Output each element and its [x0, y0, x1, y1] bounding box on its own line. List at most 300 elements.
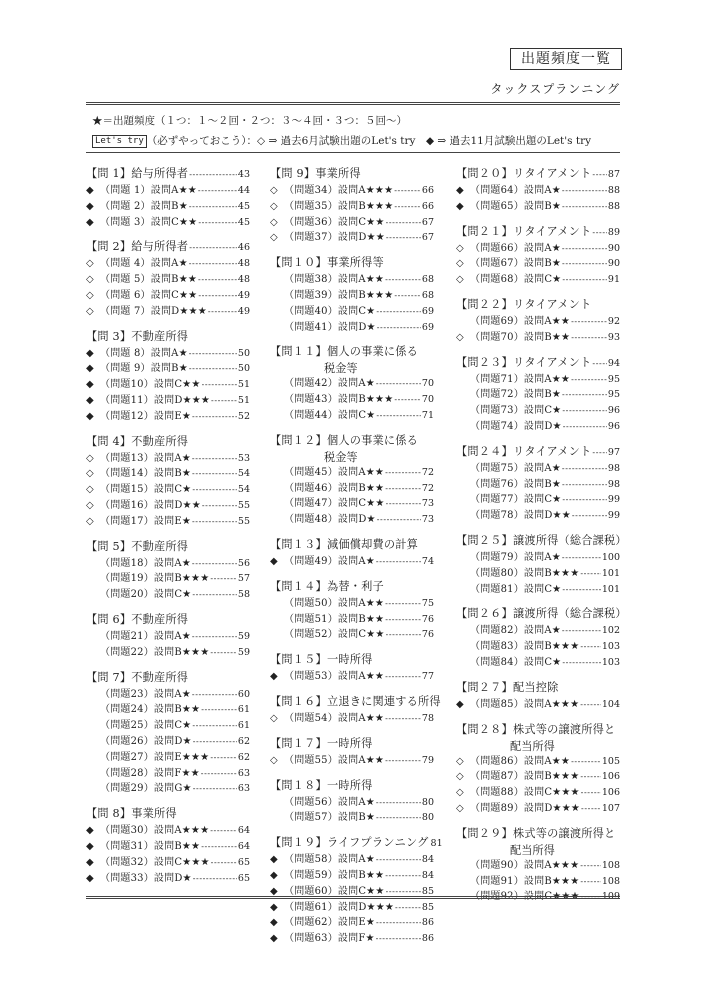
dot-leader [580, 697, 601, 713]
item-label: （問題44）設問C★ [284, 409, 376, 421]
legend-frequency: ★＝出題頻度（１つ：１～２回・２つ：３～４回・３つ：５回～） [92, 115, 407, 127]
item-label: （問題69）設問A★★ [470, 315, 571, 327]
item-label: （問題54）設問A★★ [284, 712, 385, 724]
dot-leader [201, 702, 237, 718]
question-heading [270, 693, 441, 711]
item-label: （問題91）設問B★★★ [470, 875, 580, 887]
question-heading [456, 296, 620, 314]
hollow-diamond-icon: ◇ [270, 232, 278, 244]
item-label: （問題 9）設問B★ [100, 363, 188, 375]
hollow-diamond-icon: ◇ [456, 331, 464, 343]
item-label: （問題21）設問A★ [100, 630, 191, 642]
filled-diamond-icon: ◆ [86, 394, 94, 406]
list-item [86, 304, 250, 320]
legend-letstry-text: （必ずやっておこう）：◇ ⇒ 過去6月試験出題のLet's try ◆ ⇒ 過去11月試験出題のLet's try [146, 135, 592, 147]
question-heading [456, 532, 627, 550]
item-page: 98 [607, 462, 620, 474]
item-label: （問題83）設問B★★★ [470, 641, 580, 653]
hollow-diamond-icon: ◇ [86, 258, 94, 270]
question-title: 【問 5】不動産所得 [86, 539, 189, 553]
dot-leader [210, 645, 237, 661]
item-page: 73 [421, 514, 434, 526]
filled-diamond-icon: ◆ [86, 347, 94, 359]
question-group [270, 834, 443, 947]
list-item [456, 372, 620, 388]
question-title: 【問２８】株式等の譲渡所得と [456, 722, 616, 736]
dot-leader [572, 508, 607, 524]
item-page: 92 [607, 315, 620, 327]
question-group [456, 165, 620, 215]
list-item [270, 753, 434, 769]
filled-diamond-icon: ◆ [86, 825, 94, 837]
item-page: 63 [237, 783, 250, 795]
item-page: 66 [421, 200, 434, 212]
filled-diamond-icon: ◆ [270, 671, 278, 683]
list-item [86, 514, 250, 530]
dot-leader [562, 199, 607, 215]
hollow-diamond-icon: ◇ [86, 452, 94, 464]
item-page: 77 [421, 671, 434, 683]
item-page: 76 [421, 629, 434, 641]
question-page: 89 [607, 226, 620, 238]
item-page: 91 [607, 274, 620, 286]
item-label: （問題57）設問B★ [284, 812, 376, 824]
hollow-diamond-icon: ◇ [456, 258, 464, 270]
dot-leader [376, 915, 421, 931]
item-page: 80 [421, 796, 434, 808]
question-title: 【問 2】給与所得者 [86, 240, 189, 254]
item-page: 48 [237, 274, 250, 286]
legend-letstry [92, 133, 591, 148]
question-title: 【問 4】不動産所得 [86, 434, 189, 448]
dot-leader [571, 314, 607, 330]
dot-leader [385, 612, 421, 628]
question-title: 【問 9】事業所得 [270, 167, 361, 180]
question-group [86, 538, 250, 603]
dot-leader [562, 477, 607, 493]
dot-leader [201, 839, 237, 855]
question-heading [456, 679, 620, 697]
dot-leader [386, 215, 421, 231]
item-page: 51 [237, 394, 250, 406]
item-page: 55 [237, 499, 250, 511]
dot-leader [210, 571, 237, 587]
list-item [270, 304, 434, 320]
dot-leader [198, 288, 237, 304]
dot-leader [376, 810, 421, 826]
dot-leader [192, 629, 237, 645]
list-item [270, 512, 434, 528]
item-page: 50 [237, 363, 250, 375]
question-group [456, 825, 620, 905]
item-label: （問題64）設問A★ [470, 185, 561, 196]
dot-leader [571, 372, 607, 388]
item-label: （問題35）設問B★★★ [284, 200, 394, 212]
item-page: 103 [601, 656, 620, 668]
dot-leader [211, 393, 237, 409]
list-item [270, 931, 434, 947]
item-label: （問題88）設問C★★★ [470, 787, 580, 799]
list-item [86, 272, 250, 288]
list-item [86, 823, 250, 839]
hollow-diamond-icon: ◇ [456, 787, 464, 799]
dot-leader [571, 330, 607, 346]
dot-leader [562, 387, 607, 403]
item-label: （問題12）設問E★ [100, 410, 191, 422]
item-page: 70 [421, 378, 434, 390]
hollow-diamond-icon: ◇ [456, 274, 464, 286]
list-item [86, 571, 250, 587]
item-label: （問題10）設問C★★ [100, 379, 201, 391]
item-page: 55 [237, 515, 250, 527]
list-item [86, 839, 250, 855]
item-label: （問題92）設問C★★★ [470, 891, 580, 903]
item-page: 101 [601, 567, 620, 579]
item-page: 96 [607, 420, 620, 432]
item-page: 59 [237, 646, 250, 658]
item-page: 99 [607, 510, 620, 522]
item-label: （問題37）設問D★★ [284, 232, 385, 244]
item-page: 90 [607, 242, 620, 254]
question-title: 【問２３】リタイアメント [456, 355, 592, 369]
dot-leader [394, 183, 421, 199]
list-item [86, 702, 250, 718]
item-page: 101 [601, 583, 620, 595]
question-group [270, 254, 434, 335]
question-heading [86, 328, 250, 346]
dot-leader [394, 288, 421, 304]
question-group [270, 343, 434, 423]
footer-rule [86, 896, 620, 899]
list-item [456, 387, 620, 403]
dot-leader [580, 874, 600, 890]
item-page: 49 [237, 305, 250, 317]
question-title: 【問１６】立退きに関連する所得 [270, 694, 441, 708]
dot-leader [581, 801, 601, 817]
question-group [270, 651, 434, 685]
question-group [86, 165, 250, 230]
list-item [456, 314, 620, 330]
item-page: 85 [421, 901, 434, 913]
question-heading [456, 825, 620, 843]
item-page: 72 [421, 466, 434, 478]
dot-leader [580, 769, 600, 785]
item-page: 103 [601, 641, 620, 653]
list-item [86, 256, 250, 272]
question-heading [86, 669, 250, 687]
dot-leader [192, 451, 237, 467]
hollow-diamond-icon: ◇ [456, 802, 464, 814]
item-page: 61 [237, 704, 250, 716]
dot-leader [376, 376, 421, 392]
list-item [86, 183, 250, 199]
dot-leader [192, 718, 237, 734]
dot-leader [198, 272, 237, 288]
dot-leader [193, 734, 237, 750]
question-page: 94 [607, 357, 620, 369]
filled-diamond-icon: ◆ [86, 185, 94, 196]
dot-leader [592, 444, 606, 462]
item-page: 67 [421, 216, 434, 228]
list-item [456, 623, 620, 639]
item-page: 106 [601, 787, 620, 799]
item-page: 53 [237, 452, 250, 464]
question-heading [86, 433, 250, 451]
question-title: 【問１８】一時所得 [270, 778, 373, 792]
filled-diamond-icon: ◆ [86, 363, 94, 375]
item-label: （問題53）設問A★★ [284, 671, 385, 683]
list-item [456, 272, 620, 288]
item-label: （問題 3）設問C★★ [100, 216, 198, 228]
filled-diamond-icon: ◆ [86, 840, 94, 852]
list-item [270, 868, 434, 884]
filled-diamond-icon: ◆ [86, 379, 94, 391]
question-title: 【問１５】一時所得 [270, 653, 373, 667]
list-item [86, 451, 250, 467]
item-page: 60 [237, 688, 250, 700]
question-heading [270, 578, 434, 596]
question-title: 【問１１】個人の事業に係る [270, 345, 419, 359]
item-page: 106 [601, 771, 620, 783]
question-title: 【問 1】給与所得者 [86, 167, 189, 180]
dot-leader [562, 582, 601, 598]
question-title: 【問１２】個人の事業に係る [270, 433, 419, 447]
dot-leader [562, 183, 607, 199]
dot-leader [377, 320, 421, 336]
item-label: （問題62）設問E★ [284, 917, 375, 929]
item-page: 49 [237, 289, 250, 301]
dot-leader [562, 655, 601, 671]
item-label: （問題20）設問C★ [100, 589, 192, 601]
question-heading [270, 254, 434, 272]
question-heading [456, 721, 620, 739]
question-heading [86, 805, 250, 823]
item-label: （問題 5）設問B★★ [100, 274, 198, 286]
item-page: 95 [607, 389, 620, 401]
list-item [456, 419, 620, 435]
column-1 [86, 165, 250, 894]
item-label: （問題16）設問D★★ [100, 499, 201, 511]
question-group [270, 432, 434, 528]
filled-diamond-icon: ◆ [86, 216, 94, 228]
item-label: （問題42）設問A★ [284, 378, 375, 390]
list-item [456, 183, 620, 199]
item-label: （問題50）設問A★★ [284, 597, 385, 609]
hollow-diamond-icon: ◇ [86, 468, 94, 480]
filled-diamond-icon: ◆ [270, 854, 278, 866]
dot-leader [202, 377, 237, 393]
item-page: 48 [237, 258, 250, 270]
question-group [456, 223, 620, 288]
item-label: （問題56）設問A★ [284, 796, 375, 808]
dot-leader [385, 868, 421, 884]
dot-leader [563, 419, 607, 435]
hollow-diamond-icon: ◇ [270, 185, 278, 196]
dot-leader [386, 230, 421, 246]
list-item [270, 272, 434, 288]
item-page: 71 [421, 409, 434, 421]
question-group [456, 354, 620, 435]
filled-diamond-icon: ◆ [270, 885, 278, 897]
dot-leader [189, 361, 237, 377]
item-label: （問題 4）設問A★ [100, 258, 188, 270]
item-label: （問題18）設問A★ [100, 557, 191, 569]
list-item [456, 550, 620, 566]
question-page: 87 [607, 169, 620, 180]
item-page: 52 [237, 410, 250, 422]
question-heading [270, 777, 434, 795]
item-label: （問題58）設問A★ [284, 854, 375, 866]
item-label: （問題43）設問B★★★ [284, 394, 394, 406]
item-page: 105 [601, 755, 620, 767]
item-page: 104 [601, 698, 620, 710]
item-label: （問題84）設問C★ [470, 656, 562, 668]
item-label: （問題55）設問A★★ [284, 754, 385, 766]
filled-diamond-icon: ◆ [456, 200, 464, 212]
question-title-cont: 配当所得 [510, 843, 555, 857]
item-label: （問題71）設問A★★ [470, 373, 571, 385]
filled-diamond-icon: ◆ [456, 698, 464, 710]
hollow-diamond-icon: ◇ [270, 200, 278, 212]
dot-leader [210, 823, 237, 839]
hollow-diamond-icon: ◇ [456, 755, 464, 767]
item-page: 69 [421, 305, 434, 317]
item-label: （問題86）設問A★★ [470, 755, 571, 767]
item-page: 65 [237, 872, 250, 884]
list-item [86, 629, 250, 645]
list-item [86, 498, 250, 514]
list-item [270, 915, 434, 931]
dot-leader [592, 224, 606, 242]
question-title: 【問１３】減価償却費の計算 [270, 537, 419, 551]
question-group [456, 679, 620, 713]
list-item [270, 496, 434, 512]
item-page: 85 [421, 885, 434, 897]
filled-diamond-icon: ◆ [86, 856, 94, 868]
list-item [456, 801, 620, 817]
dot-leader [385, 481, 421, 497]
dot-leader [562, 256, 607, 272]
item-page: 69 [421, 321, 434, 333]
filled-diamond-icon: ◆ [270, 901, 278, 913]
item-page: 86 [421, 917, 434, 929]
item-page: 102 [601, 625, 620, 637]
item-page: 98 [607, 478, 620, 490]
list-item [456, 330, 620, 346]
question-title: 【問２５】譲渡所得（総合課税） [456, 533, 627, 547]
item-label: （問題90）設問A★★★ [470, 859, 580, 871]
question-title: 【問２７】配当控除 [456, 680, 559, 694]
item-label: （問題 6）設問C★★ [100, 289, 198, 301]
list-item [270, 215, 434, 231]
question-group [270, 578, 434, 643]
item-page: 62 [237, 751, 250, 763]
list-item [86, 855, 250, 871]
dot-leader [385, 711, 421, 727]
item-label: （問題61）設問D★★★ [284, 901, 395, 913]
list-item [270, 554, 434, 570]
dot-leader [192, 482, 237, 498]
question-group [456, 532, 627, 597]
question-group [86, 328, 250, 425]
question-title: 【問１９】ライフプランニング [270, 836, 429, 850]
list-item [86, 199, 250, 215]
item-page: 70 [421, 394, 434, 406]
question-heading [86, 165, 250, 183]
list-item [86, 393, 250, 409]
question-title: 【問２０】リタイアメント [456, 167, 592, 180]
item-page: 59 [237, 630, 250, 642]
item-page: 108 [601, 875, 620, 887]
list-item [456, 754, 620, 770]
column-3 [456, 165, 627, 913]
item-label: （問題29）設問G★ [100, 783, 192, 795]
question-title-cont: 税金等 [324, 362, 358, 376]
item-label: （問題 2）設問B★ [100, 200, 188, 212]
item-label: （問題59）設問B★★ [284, 869, 385, 881]
dot-leader [208, 304, 237, 320]
list-item [456, 874, 620, 890]
dot-leader [198, 183, 237, 199]
page-subtitle: タックスプランニング [490, 82, 620, 96]
question-group [270, 165, 434, 246]
item-page: 50 [237, 347, 250, 359]
dot-leader [192, 587, 237, 603]
item-page: 45 [237, 200, 250, 212]
dot-leader [376, 795, 421, 811]
hollow-diamond-icon: ◇ [86, 499, 94, 511]
list-item [456, 508, 620, 524]
list-item [86, 215, 250, 231]
dot-leader [192, 466, 237, 482]
item-page: 90 [607, 258, 620, 270]
question-title: 【問１４】為替・利子 [270, 579, 384, 593]
item-page: 75 [421, 597, 434, 609]
item-page: 108 [601, 859, 620, 871]
question-title: 【問２６】譲渡所得（総合課税） [456, 607, 627, 621]
dot-leader [386, 627, 421, 643]
item-page: 88 [607, 185, 620, 196]
item-label: （問題33）設問D★ [100, 872, 192, 884]
list-item [270, 230, 434, 246]
dot-leader [192, 409, 237, 425]
question-group [270, 693, 441, 727]
question-heading [456, 443, 620, 461]
item-page: 84 [421, 869, 434, 881]
hollow-diamond-icon: ◇ [86, 515, 94, 527]
dot-leader [562, 272, 607, 288]
list-item [86, 750, 250, 766]
list-item [456, 492, 620, 508]
question-title: 【問２９】株式等の譲渡所得と [456, 826, 616, 840]
question-title: 【問１０】事業所得等 [270, 256, 384, 270]
dot-leader [385, 753, 421, 769]
hollow-diamond-icon: ◇ [86, 484, 94, 496]
item-label: （問題87）設問B★★★ [470, 771, 580, 783]
hollow-diamond-icon: ◇ [270, 216, 278, 228]
question-heading [456, 223, 620, 241]
dot-leader [189, 346, 237, 362]
list-item [270, 711, 434, 727]
item-page: 86 [421, 933, 434, 945]
item-label: （問題75）設問A★ [470, 462, 561, 474]
question-group [86, 238, 250, 319]
list-item [270, 465, 434, 481]
item-label: （問題 7）設問D★★★ [100, 305, 207, 317]
item-label: （問題46）設問B★★ [284, 482, 385, 494]
legend-rule [86, 152, 620, 153]
list-item [86, 645, 250, 661]
